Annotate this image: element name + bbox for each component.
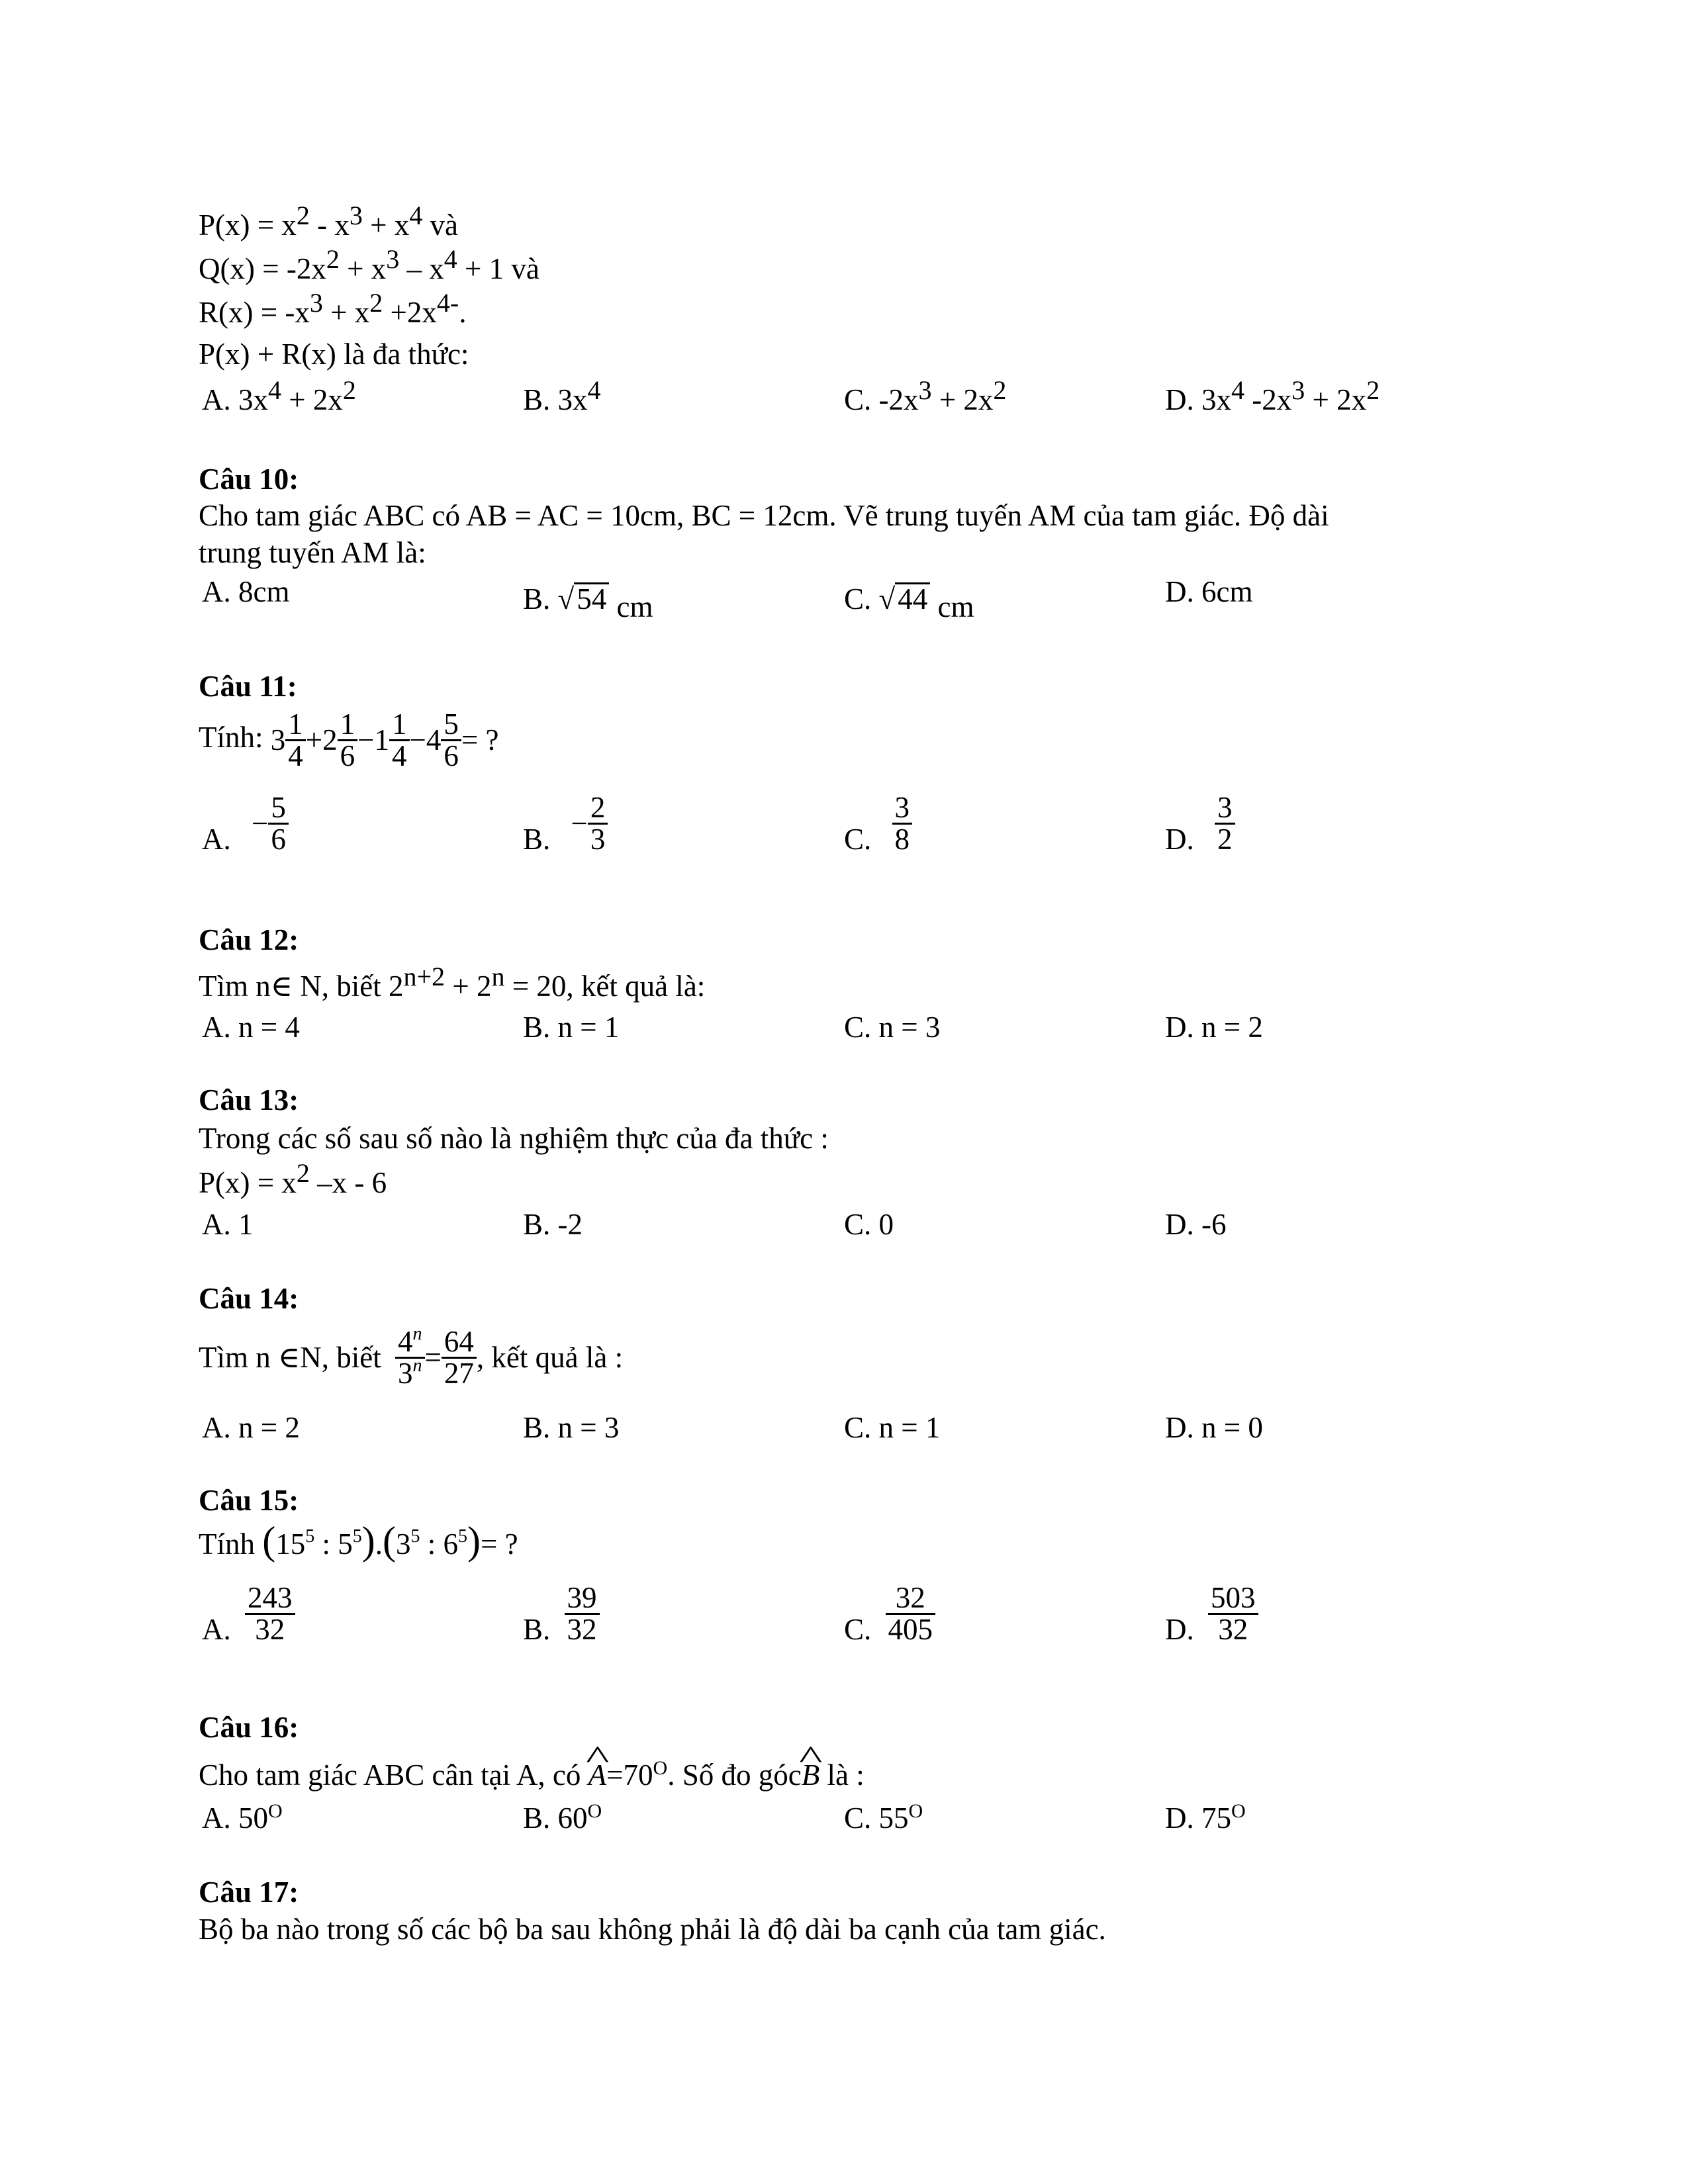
q17-line1: Bộ ba nào trong số các bộ ba sau không phải là độ dài ba cạnh của tam giác. (199, 1913, 1106, 1946)
q16-option-d[interactable]: D. $75^O$ (1165, 1800, 1246, 1835)
q16-option-c[interactable]: C. $55^O$ (844, 1800, 923, 1835)
q13-option-c[interactable]: C. 0 (844, 1208, 894, 1241)
q10-line2: trung tuyến AM là: (199, 536, 426, 569)
q17-title: Câu 17: (199, 1876, 299, 1909)
q15-title: Câu 15: (199, 1484, 299, 1517)
q9-r-line: $R(x) = -x^3 + x^2 +2x^{4-}$. (199, 288, 467, 329)
q11-expression: Tính: 3 $\frac{1}{4}$ +2 $\frac{1}{6}$ −1 $\frac{1}{4}$ −4 $\frac{5}{6}$ = ? (199, 707, 499, 772)
q16-title: Câu 16: (199, 1711, 299, 1744)
q9-option-a[interactable]: A. $3x^4 + 2x^2$ (202, 375, 356, 416)
q13-option-b[interactable]: B. -2 (523, 1208, 583, 1241)
q9-question: P(x) + R(x) là đa thức: (199, 338, 469, 371)
q15-option-b[interactable]: B. $\frac{39}{32}$ (523, 1583, 600, 1645)
q13-option-d[interactable]: D. -6 (1165, 1208, 1227, 1241)
q10-line1: Cho tam giác ABC có AB = AC = 10cm, BC = 12cm. Vẽ trung tuyến AM của tam giác. Độ dài (199, 499, 1329, 532)
q16-option-a[interactable]: A. $50^O$ (202, 1800, 283, 1835)
q9-option-d[interactable]: D. $3x^4$ $-2x^3 + 2x^2$ (1165, 375, 1380, 416)
q10-option-b[interactable]: B. √54 cm (523, 582, 653, 623)
sqrt-symbol: √54 (558, 582, 610, 614)
angle-a: ^ A (588, 1760, 607, 1790)
q15-expression: Tính ($15^5$ : $5^5).(3^5$ : $6^5)=$ ? (199, 1519, 518, 1563)
q12-option-a[interactable]: A. n = 4 (202, 1011, 300, 1044)
q15-option-c[interactable]: C. $\frac{32}{405}$ (844, 1583, 935, 1645)
q10-option-c[interactable]: C. √44 cm (844, 582, 974, 623)
q12-title: Câu 12: (199, 923, 299, 956)
q14-option-d[interactable]: D. n = 0 (1165, 1411, 1263, 1444)
q15-option-d[interactable]: D. $\frac{503}{32}$ (1165, 1583, 1258, 1645)
q13-option-a[interactable]: A. 1 (202, 1208, 254, 1241)
q9-option-c[interactable]: C. $-2x^3 + 2x^2$ (844, 375, 1007, 416)
q14-line1: Tìm n ∈N, biết $\frac{4^n}{3^n}$ = $\frac{64}{27}$ , kết quả là : (199, 1324, 624, 1390)
q14-title: Câu 14: (199, 1282, 299, 1315)
q13-title: Câu 13: (199, 1083, 299, 1116)
q14-option-c[interactable]: C. n = 1 (844, 1411, 941, 1444)
q14-option-a[interactable]: A. n = 2 (202, 1411, 300, 1444)
q14-option-b[interactable]: B. n = 3 (523, 1411, 620, 1444)
q11-option-d[interactable]: D. $\frac{3}{2}$ (1165, 793, 1235, 854)
q11-title: Câu 11: (199, 670, 297, 703)
q10-option-d[interactable]: D. 6cm (1165, 575, 1253, 608)
q11-option-a[interactable]: A. − $\frac{5}{6}$ (202, 793, 289, 854)
q9-option-b[interactable]: B. $3x^4$ (523, 375, 601, 416)
q12-option-c[interactable]: C. n = 3 (844, 1011, 941, 1044)
sqrt-symbol: √44 (879, 582, 931, 614)
q10-title: Câu 10: (199, 463, 299, 496)
q10-option-a[interactable]: A. 8cm (202, 575, 290, 608)
q12-option-d[interactable]: D. n = 2 (1165, 1011, 1263, 1044)
q12-option-b[interactable]: B. n = 1 (523, 1011, 620, 1044)
q16-option-b[interactable]: B. $60^O$ (523, 1800, 602, 1835)
angle-b: ^ B (802, 1760, 820, 1790)
q9-q-line: $Q(x) = -2x^2 + x^3 - x^4 + 1$ và (199, 244, 539, 285)
q12-line1: Tìm n∈ N, biết $2^{n+2} + 2^n = 20$, kết quả là: (199, 962, 706, 1003)
q13-line1: Trong các số sau số nào là nghiệm thực của đa thức : (199, 1122, 829, 1155)
q13-polynomial: $P(x) = x^2$ –x - 6 (199, 1158, 387, 1199)
q16-line1: Cho tam giác ABC cân tại A, có ^ $A=70^O$. Số đo góc^ B là : (199, 1760, 865, 1790)
q9-p-line: $P(x) = x^2 - x^3 + x^4$ và (199, 201, 459, 242)
q11-option-b[interactable]: B. − $\frac{2}{3}$ (523, 793, 608, 854)
q15-option-a[interactable]: A. $\frac{243}{32}$ (202, 1583, 295, 1645)
q11-option-c[interactable]: C. $\frac{3}{8}$ (844, 793, 912, 854)
